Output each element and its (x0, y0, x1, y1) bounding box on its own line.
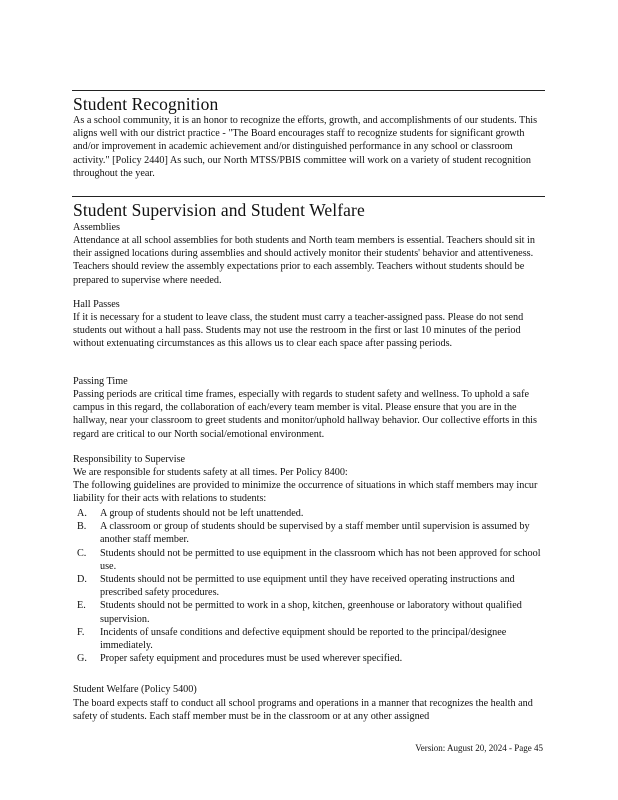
list-item (73, 547, 548, 573)
list-item-text: A group of students should not be left unattended. (100, 508, 304, 519)
section-divider (72, 90, 545, 91)
assemblies-paragraph (73, 234, 548, 287)
responsibility-guidelines: The following guidelines are provided to minimize the occurrence of situations in which staff members may incur liability for their acts with relations to students: (73, 480, 538, 505)
list-item-letter: E. (77, 600, 86, 612)
student-welfare-heading: Student Welfare (Policy 5400) (73, 684, 197, 695)
list-item-letter: D. (77, 574, 87, 586)
student-welfare-paragraph (73, 697, 548, 723)
page-footer: Version: August 20, 2024 - Page 45 (415, 743, 543, 753)
responsibility-paragraph (73, 466, 548, 506)
list-item-letter: F. (77, 626, 85, 638)
list-item-letter: B. (77, 521, 87, 533)
list-item-letter: A. (77, 508, 87, 519)
passing-time-heading: Passing Time (73, 376, 128, 387)
student-welfare-body: The board expects staff to conduct all school programs and operations in a manner that recognizes the health and safety of students. Each staff member must be in the classroom or at any other assigned (73, 698, 533, 723)
list-item-text: Students should not be permitted to use equipment until they have received operating instructions and prescribed safety procedures. (100, 574, 515, 599)
section-title-recognition: Student Recognition (73, 94, 219, 114)
hall-passes-heading: Hall Passes (73, 299, 120, 310)
section-divider (72, 196, 545, 197)
hall-passes-body: If it is necessary for a student to leave class, the student must carry a teacher-assigned pass. Please do not send students out without a hall pass. Students may not use the restroom in the first or last 10 minutes of the period without extenuating circumstances as this allows us to clear each space after passing periods. (73, 312, 524, 350)
list-item-text: Students should not be permitted to use equipment in the classroom which has not been approved for school use. (100, 547, 541, 572)
assemblies-body: Attendance at all school assemblies for both students and North team members is essential. Teachers should sit in their assigned locations during assemblies and should actively monitor their students' behavior and attentiveness. Teachers should review the assembly expectations prior to each assembly. Teachers without students should be prepared to supervise where needed. (73, 235, 535, 286)
list-item (73, 626, 548, 652)
list-item (73, 507, 548, 520)
list-item-text: A classroom or group of students should be supervised by a staff member until supervision is assumed by another staff member. (100, 521, 530, 546)
supervision-guidelines-list (73, 507, 548, 665)
list-item (73, 520, 548, 546)
responsibility-heading: Responsibility to Supervise (73, 454, 186, 465)
list-item-text: Incidents of unsafe conditions and defective equipment should be reported to the principal/designee immediately. (100, 626, 507, 652)
assemblies-heading: Assemblies (73, 222, 120, 233)
hall-passes-paragraph (73, 311, 548, 351)
list-item (73, 599, 548, 625)
recognition-paragraph (73, 114, 548, 180)
list-item (73, 652, 548, 665)
recognition-body: As a school community, it is an honor to recognize the efforts, growth, and accomplishments of our students. This aligns well with our district practice - "The Board encourages staff to recognize students for significant growth and/or improvement in academic achievement and/or distinguished performance in any school or classroom activity." [Policy 2440] As such, our North MTSS/PBIS committee will work on a variety of student recognition throughout the year. (73, 115, 538, 179)
responsibility-intro: We are responsible for students safety at all times. Per Policy 8400: (73, 467, 348, 478)
list-item-letter: C. (77, 547, 87, 559)
passing-time-body: Passing periods are critical time frames, especially with regards to student safety and wellness. To uphold a safe campus in this regard, the collaboration of each/every team member is vital. Please ensure that you are in the hallway, near your classroom to greet students and monitor/uphold hallway behavior. Our collective efforts in this regard are critical to our North social/emotional environment. (73, 389, 537, 440)
list-item-text: Students should not be permitted to work in a shop, kitchen, greenhouse or laboratory without qualified supervision. (100, 600, 522, 625)
list-item-letter: G. (77, 653, 87, 665)
list-item (73, 573, 548, 599)
passing-time-paragraph (73, 388, 548, 441)
section-title-supervision: Student Supervision and Student Welfare (73, 200, 365, 220)
list-item-text: Proper safety equipment and procedures must be used wherever specified. (100, 653, 403, 665)
